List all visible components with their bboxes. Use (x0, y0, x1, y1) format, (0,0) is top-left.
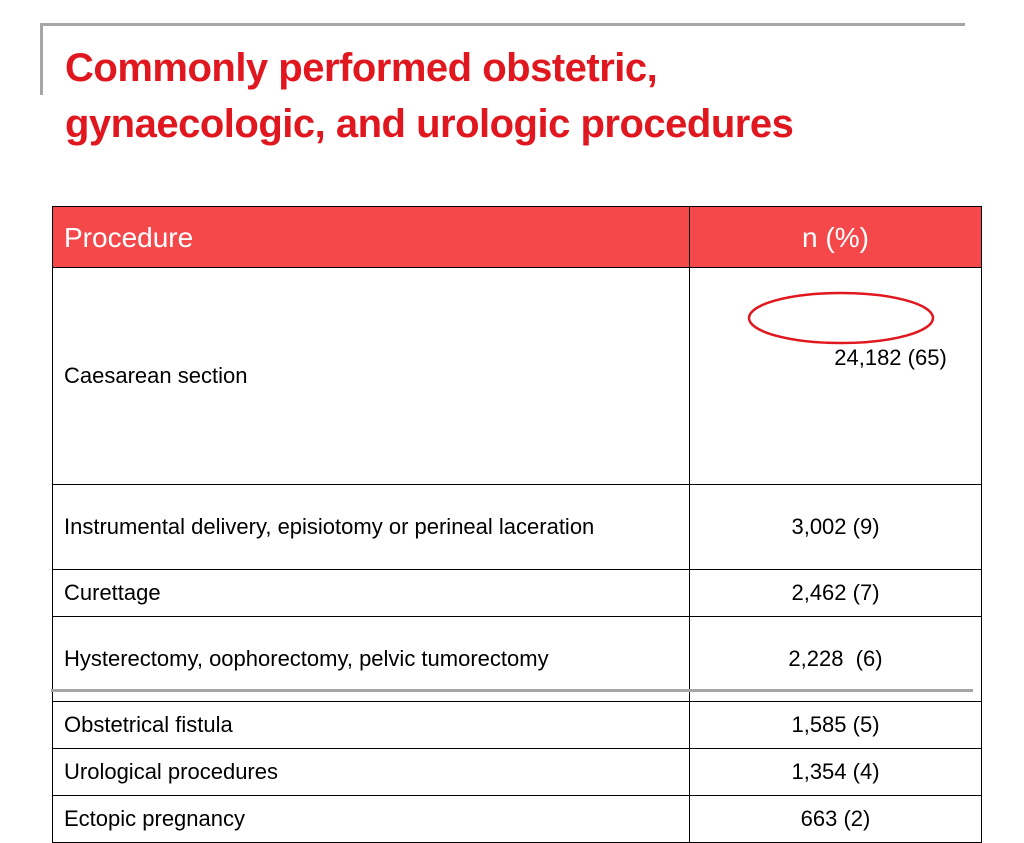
count-value: 24,182 (65) (834, 345, 947, 370)
count-cell: 1,354 (4) (690, 749, 982, 796)
table-row (53, 570, 982, 617)
count-cell: 3,002 (9) (690, 485, 982, 570)
frame-left-line (40, 23, 43, 95)
procedure-cell: Obstetrical fistula (53, 702, 690, 749)
slide-title-line-2: gynaecologic, and urologic procedures (65, 102, 794, 146)
procedures-table (52, 206, 982, 843)
table-row (53, 749, 982, 796)
procedure-cell: Ectopic pregnancy (53, 796, 690, 843)
column-header-n-percent: n (%) (690, 207, 982, 268)
highlighted-value (773, 304, 947, 448)
table-row (53, 796, 982, 843)
frame-bottom-line (51, 689, 973, 692)
count-cell: 663 (2) (690, 796, 982, 843)
procedure-cell: Hysterectomy, oophorectomy, pelvic tumorectomy (53, 617, 690, 702)
procedure-cell: Curettage (53, 570, 690, 617)
table-header-row (53, 207, 982, 268)
column-header-procedure: Procedure (53, 207, 690, 268)
table-row (53, 702, 982, 749)
slide-title-line-1: Commonly performed obstetric, (65, 46, 658, 90)
procedure-cell: Urological procedures (53, 749, 690, 796)
table-row (53, 485, 982, 570)
procedure-cell: Caesarean section (53, 268, 690, 485)
count-cell: 2,228 (6) (690, 617, 982, 702)
count-cell: 1,585 (5) (690, 702, 982, 749)
frame-top-line (40, 23, 965, 26)
count-cell: 2,462 (7) (690, 570, 982, 617)
count-cell (690, 268, 982, 485)
highlight-ring-icon (745, 289, 937, 347)
table-row (53, 268, 982, 485)
procedure-cell: Instrumental delivery, episiotomy or perineal laceration (53, 485, 690, 570)
slide-title (65, 40, 965, 152)
